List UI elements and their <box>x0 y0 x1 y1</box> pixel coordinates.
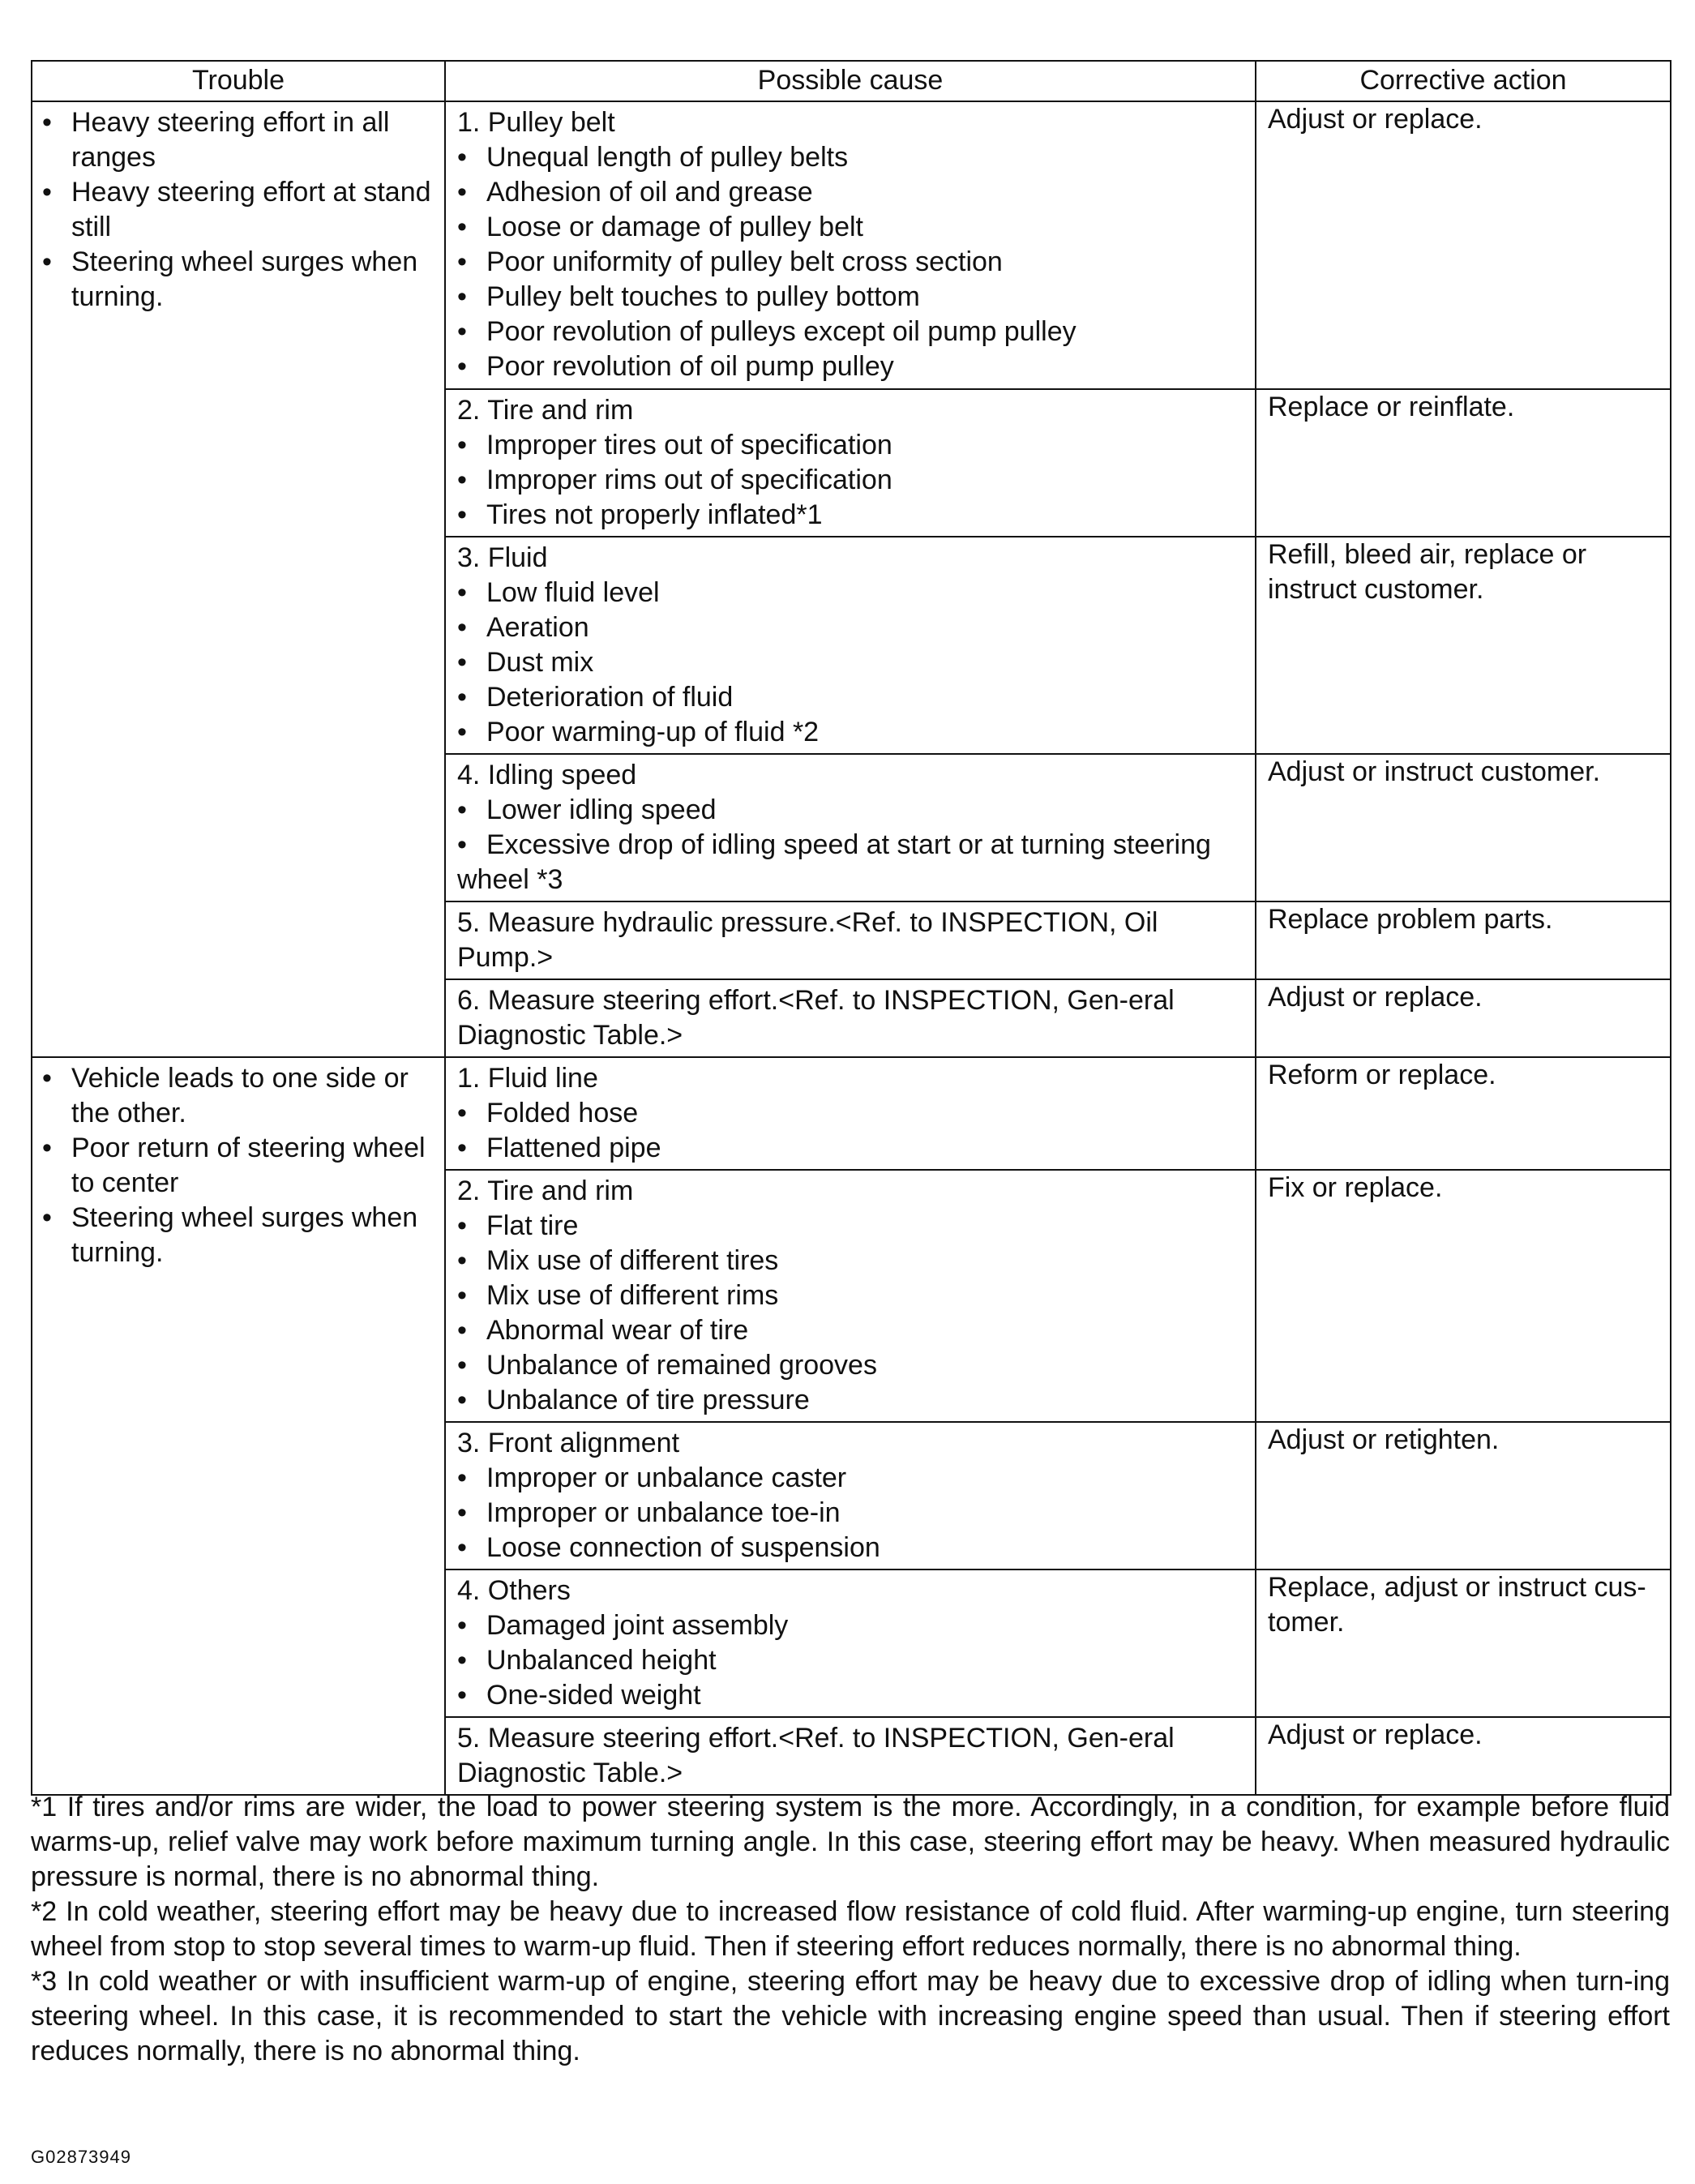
action-cell: Adjust or replace. <box>1256 979 1671 1057</box>
cause-item: • Pulley belt touches to pulley bottom <box>457 280 1247 315</box>
footnote-2: *2 In cold weather, steering effort may be heavy due to increased flow resistance of cold fluid. After warming-up engine, turn steering wheel from stop to stop several times to warm-up fluid. Then if steering effort reduces normally, there is no abnormal thing. <box>31 1896 1670 1962</box>
cause-item: • Unbalanced height <box>457 1643 1247 1678</box>
action-cell: Replace problem parts. <box>1256 901 1671 979</box>
cause-cell <box>445 1170 1256 1422</box>
cause-item: • Abnormal wear of tire <box>457 1313 1247 1348</box>
cause-item: • Unbalance of tire pressure <box>457 1383 1247 1418</box>
cause-item: • Low fluid level <box>457 576 1247 610</box>
action-cell: Refill, bleed air, replace or instruct customer. <box>1256 537 1671 754</box>
cause-title: 4. Others <box>457 1575 571 1606</box>
cause-title: 2. Tire and rim <box>457 395 634 426</box>
cause-item: • Mix use of different tires <box>457 1244 1247 1278</box>
trouble-item: • Heavy steering effort at stand still <box>42 175 436 245</box>
document-id: G02873949 <box>31 2147 131 2167</box>
cause-item: • Lower idling speed <box>457 793 1247 828</box>
cause-item: • Loose or damage of pulley belt <box>457 210 1247 245</box>
cause-item: • Dust mix <box>457 645 1247 680</box>
trouble-item: • Steering wheel surges when turning. <box>42 245 436 315</box>
cause-title: 4. Idling speed <box>457 760 637 790</box>
diagnostic-table <box>31 60 1671 1796</box>
header-corrective-action: Corrective action <box>1256 61 1671 101</box>
cause-cell <box>445 754 1256 901</box>
cause-item: • Poor revolution of pulleys except oil pump pulley <box>457 315 1247 349</box>
trouble-item: • Poor return of steering wheel to center <box>42 1131 436 1201</box>
cause-title: 1. Fluid line <box>457 1063 598 1094</box>
action-cell: Adjust or retighten. <box>1256 1422 1671 1569</box>
cause-item: • Folded hose <box>457 1096 1247 1131</box>
cause-item: • Improper or unbalance caster <box>457 1461 1247 1496</box>
action-cell: Adjust or instruct customer. <box>1256 754 1671 901</box>
cause-item: • Unbalance of remained grooves <box>457 1348 1247 1383</box>
cause-title: 3. Front alignment <box>457 1428 680 1458</box>
footnote-1: *1 If tires and/or rims are wider, the load to power steering system is the more. Accordingly, in a condition, for example before fluid warms-up, relief valve may work before maximum turning angle. In this case, steering effort may be heavy. When measured hydraulic pressure is normal, there is no abnormal thing. <box>31 1792 1670 1892</box>
cause-cell <box>445 389 1256 537</box>
trouble-item: • Heavy steering effort in all ranges <box>42 105 436 175</box>
cause-cell <box>445 1422 1256 1569</box>
table-row <box>32 1057 1671 1170</box>
action-cell: Replace, adjust or instruct cus-tomer. <box>1256 1569 1671 1717</box>
cause-item: • Deterioration of fluid <box>457 680 1247 715</box>
action-cell: Adjust or replace. <box>1256 101 1671 389</box>
cause-item: • Tires not properly inflated*1 <box>457 498 1247 533</box>
cause-item: • Loose connection of suspension <box>457 1531 1247 1565</box>
cause-item: • Poor revolution of oil pump pulley <box>457 349 1247 384</box>
cause-cell <box>445 1717 1256 1795</box>
trouble-cell <box>32 1057 445 1795</box>
cause-item: • Excessive drop of idling speed at start or at turning steering <box>457 828 1247 863</box>
action-cell: Reform or replace. <box>1256 1057 1671 1170</box>
cause-item: • Poor uniformity of pulley belt cross section <box>457 245 1247 280</box>
action-cell: Replace or reinflate. <box>1256 389 1671 537</box>
trouble-item: • Vehicle leads to one side or the other. <box>42 1061 436 1131</box>
cause-title: 1. Pulley belt <box>457 107 615 138</box>
header-trouble: Trouble <box>32 61 445 101</box>
cause-cell <box>445 101 1256 389</box>
cause-item: • Unequal length of pulley belts <box>457 140 1247 175</box>
action-cell: Adjust or replace. <box>1256 1717 1671 1795</box>
footnotes <box>31 1790 1670 2069</box>
cause-title: 2. Tire and rim <box>457 1176 634 1206</box>
cause-item: • Improper rims out of specification <box>457 463 1247 498</box>
cause-item: • Mix use of different rims <box>457 1278 1247 1313</box>
trouble-cell <box>32 101 445 1057</box>
cause-cell <box>445 1057 1256 1170</box>
cause-item: • Damaged joint assembly <box>457 1608 1247 1643</box>
table-header-row <box>32 61 1671 101</box>
cause-title: 5. Measure hydraulic pressure.<Ref. to INSPECTION, Oil Pump.> <box>457 907 1158 973</box>
table-row <box>32 101 1671 389</box>
cause-title: 3. Fluid <box>457 542 548 573</box>
action-cell: Fix or replace. <box>1256 1170 1671 1422</box>
header-possible-cause: Possible cause <box>445 61 1256 101</box>
cause-item: • Flattened pipe <box>457 1131 1247 1166</box>
cause-item: • Improper tires out of specification <box>457 428 1247 463</box>
trouble-item: • Steering wheel surges when turning. <box>42 1201 436 1270</box>
cause-item: • One-sided weight <box>457 1678 1247 1713</box>
cause-item: • Improper or unbalance toe-in <box>457 1496 1247 1531</box>
cause-item: • Poor warming-up of fluid *2 <box>457 715 1247 750</box>
cause-title: 5. Measure steering effort.<Ref. to INSPECTION, Gen-eral Diagnostic Table.> <box>457 1723 1175 1788</box>
cause-cell <box>445 537 1256 754</box>
cause-item: • Aeration <box>457 610 1247 645</box>
cause-title: 6. Measure steering effort.<Ref. to INSPECTION, Gen-eral Diagnostic Table.> <box>457 985 1175 1051</box>
cause-item: • Flat tire <box>457 1209 1247 1244</box>
cause-cell <box>445 901 1256 979</box>
cause-item: • Adhesion of oil and grease <box>457 175 1247 210</box>
cause-cell <box>445 979 1256 1057</box>
diagnostic-table-container <box>31 60 1670 1796</box>
cause-continuation: wheel *3 <box>457 864 563 895</box>
cause-cell <box>445 1569 1256 1717</box>
footnote-3: *3 In cold weather or with insufficient warm-up of engine, steering effort may be heavy due to excessive drop of idling when turn-ing steering wheel. In this case, it is recommended to start the vehicle with increasing engine speed than usual. Then if steering effort reduces normally, there is no abnormal thing. <box>31 1966 1670 2066</box>
